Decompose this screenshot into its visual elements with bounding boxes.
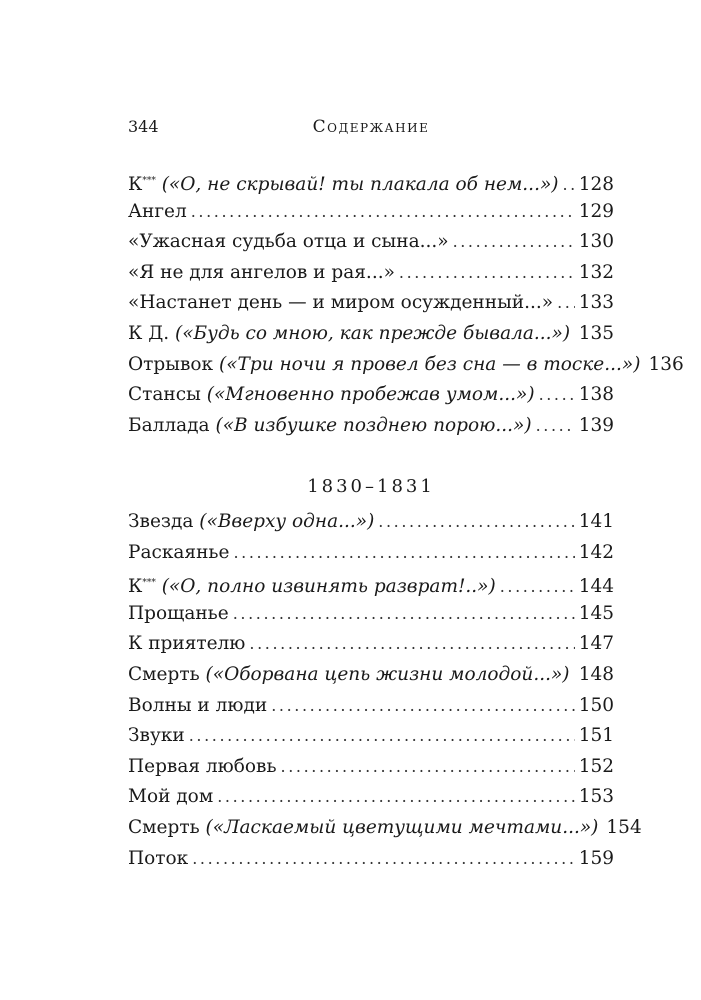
toc-entry-page-number: 147 [578,633,614,655]
toc-entry-title-text: Отрывок [128,353,214,375]
dot-leader [378,507,574,538]
toc-entry [128,844,614,875]
toc-entry-first-line: («Вверху одна...») [199,511,375,532]
toc-entry [128,319,614,350]
toc-entry-title-text: Смерть [128,663,200,685]
toc-entry-title [128,599,229,630]
dot-leader [557,288,575,319]
toc-entry [128,258,614,289]
toc-entry-page-number: 142 [578,541,614,563]
toc-entry-first-line: («О, полно извинять разврат!..») [161,576,496,598]
toc-entry-first-line: («Оборвана цепь жизни молодой...») [205,663,570,685]
toc-entry [128,660,614,691]
toc-group-2 [128,507,642,874]
dot-leader [536,411,575,442]
toc-entry-page-number: 154 [606,816,642,838]
toc-entry [128,782,614,813]
toc-entry-title-text: Смерть [128,816,200,838]
toc-entry-page-number: 145 [578,602,614,624]
dot-leader [192,844,574,875]
toc-entry-page-number: 139 [578,414,614,436]
dot-leader [233,599,575,630]
toc-entry [128,568,614,599]
toc-entry-title [128,227,449,258]
toc-entry-page-number: 159 [578,847,614,869]
toc-entry-title [128,319,570,350]
toc-entry-title [128,660,570,691]
toc-entry-page-number: 138 [578,384,614,406]
toc-entry-page-number: 141 [578,511,614,532]
toc-entry-first-line: («Будь со мною, как прежде бывала...») [175,322,571,344]
dot-leader [574,319,575,350]
dot-leader [281,752,575,783]
section-title: Содержание [312,117,430,137]
toc-entry-page-number: 133 [578,292,614,314]
toc-entry-title-text: Звезда [128,511,194,532]
toc-entry-title [128,258,395,289]
toc-entry [128,350,684,381]
dot-leader [233,538,574,569]
toc-entry-title [128,844,188,875]
toc-entry-first-line: («О, не скрывай! ты плакала об нем...») [161,174,559,195]
toc-entry-page-number: 151 [578,725,614,747]
toc-entry-first-line: («Три ночи я провел без сна — в тоске...») [218,353,641,375]
toc-entry-page-number: 152 [578,755,614,777]
toc-entry-first-line: («В избушке позднею порою...») [215,414,532,436]
toc-entry-page-number: 150 [578,694,614,716]
dot-leader [191,197,575,228]
group-heading-1830-1831: 1830–1831 [307,476,435,497]
toc-entry [128,411,614,442]
toc-entry [128,721,614,752]
toc-entry [128,288,614,319]
toc-entry-title [128,721,185,752]
toc-entry-page-number: 135 [578,322,614,344]
running-head [128,117,614,139]
dot-leader [399,258,575,289]
toc-entry-title [128,411,532,442]
toc-entry-title [128,782,213,813]
toc-entry-page-number: 153 [578,786,614,808]
dot-leader [271,691,574,722]
toc-entry [128,166,614,197]
dot-leader [539,380,575,411]
toc-entry-page-number: 148 [578,663,614,685]
toc-entry [128,538,614,569]
toc-entry [128,507,614,538]
toc-entry [128,380,614,411]
toc-entry-title [128,380,535,411]
toc-entry-title-text: «Настанет день — и миром осужденный...» [128,292,554,314]
toc-entry-title [128,691,267,722]
toc-entry-title [128,813,598,844]
toc-entry-title-text: Ангел [128,200,187,222]
dot-leader [189,721,575,752]
toc-entry-page-number: 136 [648,353,684,375]
toc-entry-title-text: Первая любовь [128,755,277,777]
toc-entry-title [128,538,229,569]
toc-entry-page-number: 144 [578,576,614,598]
toc-entry-title [128,166,558,201]
toc-entry-page-number: 129 [578,200,614,222]
toc-entry [128,752,614,783]
toc-entry-superscript: *** [142,176,156,186]
toc-group-1 [128,166,684,441]
toc-entry-title [128,629,245,660]
toc-entry-title-text: Мой дом [128,786,214,808]
dot-leader [217,782,574,813]
page-number: 344 [128,117,159,136]
toc-entry [128,599,614,630]
toc-entry [128,813,642,844]
toc-entry-title-text: Раскаянье [128,541,230,563]
toc-entry-first-line: («Мгновенно пробежав умом...») [206,384,535,406]
toc-entry [128,691,614,722]
dot-leader [453,227,575,258]
toc-entry [128,227,614,258]
toc-entry-title-text: К приятелю [128,633,246,655]
toc-entry-title-text: К Д. [128,322,170,344]
toc-entry-page-number: 132 [578,261,614,283]
toc-entry-title [128,350,640,381]
toc-entry-title-text: Волны и люди [128,694,268,716]
toc-entry-superscript: *** [142,578,156,589]
toc-entry-title [128,752,277,783]
toc-entry-title-text: Звуки [128,725,185,747]
toc-entry [128,629,614,660]
toc-entry-title-text: «Ужасная судьба отца и сына...» [128,231,449,253]
toc-entry [128,197,614,228]
toc-entry-page-number: 128 [578,174,614,195]
toc-entry-title-text: Баллада [128,414,210,436]
toc-entry-first-line: («Ласкаемый цветущими мечтами...») [205,816,599,838]
toc-entry-title-text: Стансы [128,384,201,406]
toc-entry-title-text: К [128,576,143,598]
toc-entry-title [128,507,374,538]
toc-entry-title-text: К [128,174,143,195]
dot-leader [574,660,575,691]
toc-entry-title-text: «Я не для ангелов и рая...» [128,261,395,283]
toc-entry-title-text: Поток [128,847,189,869]
toc-entry-title [128,568,496,603]
toc-entry-title [128,288,553,319]
toc-entry-title [128,197,187,228]
toc-entry-page-number: 130 [578,231,614,253]
dot-leader [249,629,574,660]
toc-entry-title-text: Прощанье [128,602,229,624]
